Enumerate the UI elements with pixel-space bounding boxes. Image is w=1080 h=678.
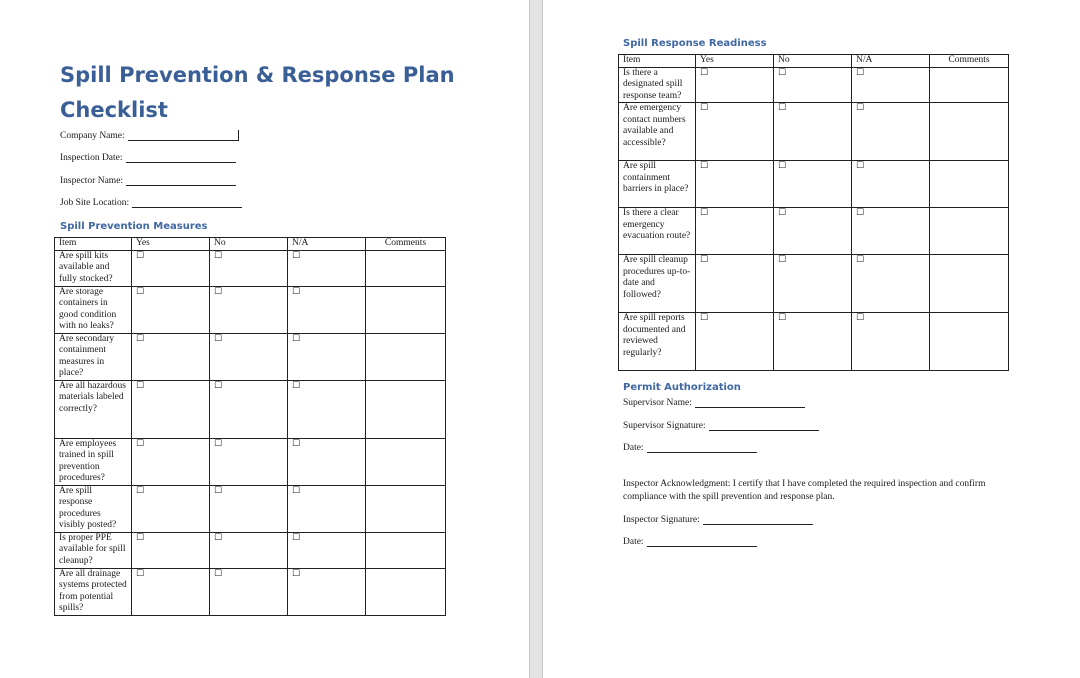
cell-na [288, 380, 366, 438]
checkbox-na[interactable]: ☐ [292, 250, 301, 261]
checkbox-yes[interactable]: ☐ [136, 568, 145, 579]
cell-yes [696, 313, 774, 371]
table-row [619, 103, 1009, 161]
checkbox-na[interactable]: ☐ [292, 438, 301, 449]
cell-yes [132, 438, 210, 485]
supervisor-signature-label: Supervisor Signature: [623, 421, 706, 431]
checkbox-no[interactable]: ☐ [778, 103, 787, 113]
comments-cell[interactable] [366, 286, 446, 333]
cell-no [774, 255, 852, 313]
row-item-text: Are spill reports documented and reviewed regularly? [619, 313, 696, 371]
checkbox-yes[interactable]: ☐ [136, 380, 145, 391]
table-row [55, 568, 446, 615]
cell-na [288, 485, 366, 532]
inspector-signature-line[interactable] [703, 514, 813, 525]
comments-cell[interactable] [930, 208, 1009, 255]
inspector-date-field[interactable] [623, 536, 757, 547]
checkbox-no[interactable]: ☐ [778, 255, 787, 265]
row-item-text: Are storage containers in good condition with no leaks? [55, 286, 132, 333]
prevention-table [54, 237, 446, 616]
checkbox-na[interactable]: ☐ [856, 161, 865, 171]
checkbox-no[interactable]: ☐ [214, 532, 223, 543]
row-item-text: Is there a clear emergency evacuation route? [619, 208, 696, 255]
comments-cell[interactable] [930, 161, 1009, 208]
checkbox-na[interactable]: ☐ [292, 286, 301, 297]
checkbox-yes[interactable]: ☐ [700, 67, 709, 78]
supervisor-name-field[interactable] [623, 397, 805, 408]
cell-na [852, 313, 930, 371]
checkbox-yes[interactable]: ☐ [136, 333, 145, 344]
cell-no [210, 333, 288, 380]
cell-no [210, 532, 288, 568]
col-comments-header: Comments [366, 238, 446, 251]
cell-no [774, 161, 852, 208]
checkbox-no[interactable]: ☐ [778, 313, 787, 323]
inspector-name-line[interactable] [126, 175, 236, 186]
checkbox-na[interactable]: ☐ [856, 208, 865, 218]
cell-yes [696, 67, 774, 103]
readiness-table-body [619, 67, 1009, 371]
cell-yes [696, 161, 774, 208]
cell-no [210, 485, 288, 532]
prevention-header-row [55, 238, 446, 251]
inspector-signature-label: Inspector Signature: [623, 515, 700, 525]
col-comments-header: Comments [930, 55, 1009, 68]
row-item-text: Are secondary containment measures in place? [55, 333, 132, 380]
checkbox-yes[interactable]: ☐ [700, 208, 709, 218]
table-row [619, 313, 1009, 371]
checkbox-yes[interactable]: ☐ [700, 313, 709, 323]
cell-yes [696, 255, 774, 313]
readiness-header-row [619, 55, 1009, 68]
comments-cell[interactable] [930, 103, 1009, 161]
permit-heading: Permit Authorization [623, 382, 741, 393]
supervisor-date-label: Date: [623, 443, 644, 453]
cell-yes [132, 568, 210, 615]
inspection-date-label: Inspection Date: [60, 153, 123, 163]
prevention-table-body [55, 250, 446, 615]
supervisor-name-label: Supervisor Name: [623, 398, 692, 408]
cell-no [210, 438, 288, 485]
readiness-table [618, 54, 1009, 371]
col-na-header: N/A [852, 55, 930, 68]
company-name-field[interactable] [60, 130, 239, 141]
checkbox-no[interactable]: ☐ [214, 333, 223, 344]
cell-no [774, 313, 852, 371]
cell-na [852, 208, 930, 255]
supervisor-signature-line[interactable] [709, 420, 819, 431]
comments-cell[interactable] [366, 532, 446, 568]
checkbox-na[interactable]: ☐ [292, 333, 301, 344]
table-row [55, 250, 446, 286]
col-item-header: Item [619, 55, 696, 68]
comments-cell[interactable] [366, 333, 446, 380]
table-row [619, 255, 1009, 313]
cell-na [852, 103, 930, 161]
col-item-header: Item [55, 238, 132, 251]
row-item-text: Are employees trained in spill prevention procedures? [55, 438, 132, 485]
inspector-signature-field[interactable] [623, 514, 813, 525]
comments-cell[interactable] [366, 485, 446, 532]
checkbox-yes[interactable]: ☐ [136, 250, 145, 261]
cell-yes [132, 250, 210, 286]
supervisor-name-line[interactable] [695, 397, 805, 408]
row-item-text: Is there a designated spill response team? [619, 67, 696, 103]
cell-na [288, 568, 366, 615]
table-row [55, 333, 446, 380]
cell-no [210, 250, 288, 286]
cell-no [210, 380, 288, 438]
checkbox-no[interactable]: ☐ [214, 380, 223, 391]
cell-na [288, 333, 366, 380]
cell-na [288, 286, 366, 333]
table-row [619, 208, 1009, 255]
row-item-text: Are spill kits available and fully stocked? [55, 250, 132, 286]
cell-no [774, 67, 852, 103]
table-row [55, 286, 446, 333]
comments-cell[interactable] [930, 313, 1009, 371]
document-title: Spill Prevention & Response Plan Checklist [60, 63, 455, 122]
checkbox-no[interactable]: ☐ [214, 286, 223, 297]
checkbox-na[interactable]: ☐ [856, 255, 865, 265]
cell-na [288, 532, 366, 568]
company-name-label: Company Name: [60, 131, 125, 141]
checkbox-no[interactable]: ☐ [214, 568, 223, 579]
row-item-text: Are spill response procedures visibly posted? [55, 485, 132, 532]
comments-cell[interactable] [366, 380, 446, 438]
col-no-header: No [210, 238, 288, 251]
table-row [55, 380, 446, 438]
job-site-location-label: Job Site Location: [60, 198, 130, 208]
readiness-heading: Spill Response Readiness [623, 38, 767, 49]
comments-cell[interactable] [366, 568, 446, 615]
row-item-text: Are spill containment barriers in place? [619, 161, 696, 208]
cell-na [288, 438, 366, 485]
cell-na [288, 250, 366, 286]
inspector-date-line[interactable] [647, 536, 757, 547]
table-row [619, 67, 1009, 103]
checkbox-yes[interactable]: ☐ [700, 103, 709, 113]
supervisor-signature-field[interactable] [623, 420, 819, 431]
cell-na [852, 67, 930, 103]
job-site-location-line[interactable] [132, 197, 242, 208]
supervisor-date-field[interactable] [623, 442, 757, 453]
col-yes-header: Yes [696, 55, 774, 68]
cell-yes [132, 380, 210, 438]
inspector-name-field[interactable] [60, 175, 236, 186]
checkbox-no[interactable]: ☐ [214, 438, 223, 449]
col-yes-header: Yes [132, 238, 210, 251]
checkbox-yes[interactable]: ☐ [136, 485, 145, 496]
checkbox-na[interactable]: ☐ [292, 485, 301, 496]
cell-yes [132, 333, 210, 380]
comments-cell[interactable] [930, 67, 1009, 103]
cell-no [210, 286, 288, 333]
row-item-text: Are spill cleanup procedures up-to-date and followed? [619, 255, 696, 313]
checkbox-yes[interactable]: ☐ [136, 438, 145, 449]
col-no-header: No [774, 55, 852, 68]
checkbox-no[interactable]: ☐ [778, 208, 787, 218]
table-row [55, 438, 446, 485]
page-gutter [529, 0, 543, 678]
comments-cell[interactable] [930, 255, 1009, 313]
checkbox-yes[interactable]: ☐ [136, 532, 145, 543]
row-item-text: Are all drainage systems protected from potential spills? [55, 568, 132, 615]
cell-no [774, 103, 852, 161]
row-item-text: Are emergency contact numbers available and accessible? [619, 103, 696, 161]
cell-na [852, 161, 930, 208]
cell-yes [132, 286, 210, 333]
checkbox-na[interactable]: ☐ [292, 532, 301, 543]
col-na-header: N/A [288, 238, 366, 251]
document-page-left [0, 0, 529, 678]
inspection-date-line[interactable] [126, 152, 236, 163]
inspection-date-field[interactable] [60, 152, 236, 163]
supervisor-date-line[interactable] [647, 442, 757, 453]
table-row [55, 485, 446, 532]
cell-yes [696, 208, 774, 255]
inspector-name-label: Inspector Name: [60, 176, 124, 186]
job-site-location-field[interactable] [60, 197, 242, 208]
table-row [55, 532, 446, 568]
cell-no [774, 208, 852, 255]
checkbox-yes[interactable]: ☐ [700, 255, 709, 265]
cell-na [852, 255, 930, 313]
row-item-text: Are all hazardous materials labeled correctly? [55, 380, 132, 438]
table-row [619, 161, 1009, 208]
checkbox-yes[interactable]: ☐ [136, 286, 145, 297]
inspector-date-label: Date: [623, 537, 644, 547]
document-page-right [543, 0, 1080, 678]
cell-yes [132, 532, 210, 568]
company-name-line[interactable] [128, 130, 239, 141]
cell-yes [696, 103, 774, 161]
checkbox-yes[interactable]: ☐ [700, 161, 709, 171]
checkbox-no[interactable]: ☐ [778, 161, 787, 171]
row-item-text: Is proper PPE available for spill cleanup? [55, 532, 132, 568]
checkbox-na[interactable]: ☐ [856, 103, 865, 113]
checkbox-na[interactable]: ☐ [292, 380, 301, 391]
checkbox-na[interactable]: ☐ [292, 568, 301, 579]
comments-cell[interactable] [366, 438, 446, 485]
checkbox-na[interactable]: ☐ [856, 67, 865, 78]
inspector-acknowledgment: Inspector Acknowledgment: I certify that I have completed the required inspection and confirm compliance with the spill prevention and response plan. [623, 479, 986, 502]
cell-no [210, 568, 288, 615]
checkbox-no[interactable]: ☐ [778, 67, 787, 78]
prevention-heading: Spill Prevention Measures [60, 221, 208, 232]
checkbox-no[interactable]: ☐ [214, 485, 223, 496]
cell-yes [132, 485, 210, 532]
comments-cell[interactable] [366, 250, 446, 286]
checkbox-no[interactable]: ☐ [214, 250, 223, 261]
checkbox-na[interactable]: ☐ [856, 313, 865, 323]
